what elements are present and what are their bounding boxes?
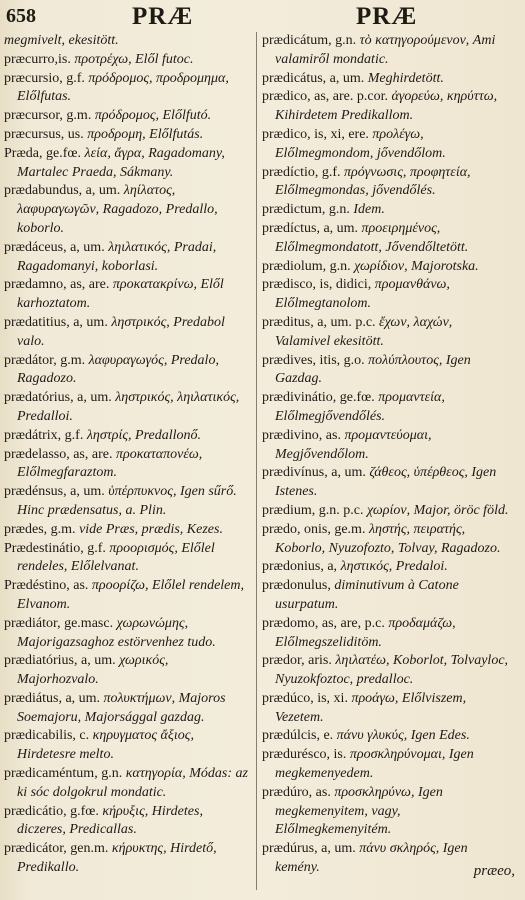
entry-definition: πρόγνωσις, προφητεία, Előlmegmondas, jővendőlés. [275, 164, 471, 199]
entry-definition: ὑπέρπυκνος, Igen sűrő. Hinc prædensatus, a. Plin. [17, 484, 237, 518]
dictionary-entry [262, 126, 509, 164]
entry-headword: prædíctus, a, um. [262, 220, 359, 236]
entry-headword: prædiátor, ge.masc. [4, 615, 114, 631]
dictionary-entry [262, 784, 509, 840]
entry-definition: προορισμός, Előlel rendeles, Előlelvanat. [17, 540, 215, 575]
entry-definition: κηρυγματος ἄξιος, Hirdetesre melto. [17, 728, 194, 763]
entry-definition: vide Præs, prædis, Kezes. [79, 521, 223, 537]
entry-definition: ληιλατέω, Koborlot, Tolvayloc, Nyuzokfoztoc, predalloc. [275, 653, 509, 688]
entry-headword: prædatórius, a, um. [4, 390, 112, 406]
running-head-left: PRÆ [132, 3, 194, 30]
entry-definition: προμαντεία, Előlmegjővendőlés. [275, 390, 445, 424]
entry-headword: prædénsus, a, um. [4, 484, 105, 500]
dictionary-entry [262, 840, 509, 878]
entry-headword: præcursus, us. [4, 126, 84, 142]
dictionary-entry [262, 521, 509, 559]
entry-headword: prædiátus, a, um. [4, 690, 101, 706]
catchword: præeo, [473, 863, 515, 879]
dictionary-entry [4, 765, 251, 803]
entry-headword: prædor, aris. [262, 653, 332, 669]
entry-definition: προκατακρίνω, Elől karhoztatom. [17, 277, 224, 312]
entry-headword: prædonulus, [262, 578, 331, 594]
dictionary-entry [262, 577, 509, 615]
entry-headword: prædo, onis, ge.m. [262, 521, 366, 537]
entry-headword: prædicaméntum, g.n. [4, 766, 123, 782]
entry-headword: Prædéstino, as. [4, 578, 89, 594]
dictionary-entry [262, 276, 509, 314]
entry-headword: prædiatórius, a, um. [4, 653, 116, 669]
dictionary-entry [262, 314, 509, 352]
entry-headword: prædúro, as. [262, 784, 331, 800]
dictionary-entry [262, 201, 509, 220]
entry-headword: prædonius, a, [262, 559, 338, 575]
entry-definition: προάγω, Előlviszem, Vezetem. [275, 690, 467, 725]
entry-headword: prædicátus, a, um. [262, 70, 365, 86]
entry-definition: Meghirdetött. [367, 70, 444, 86]
entry-headword: prædomo, as, are, p.c. [262, 615, 385, 631]
column-divider [256, 32, 257, 890]
entry-headword: prædico, is, xi, ere. [262, 126, 369, 142]
entry-definition: χωρίον, Major, öröc föld. [367, 502, 509, 518]
dictionary-entry [4, 690, 251, 728]
dictionary-entry [4, 314, 251, 352]
entry-headword: prædabundus, a, um. [4, 183, 121, 199]
entry-headword: Prædestinátio, g.f. [4, 540, 106, 556]
entry-headword: prædives, itis, g.o. [262, 352, 365, 368]
dictionary-entry [4, 540, 251, 578]
entry-headword: prædes, g.m. [4, 521, 76, 537]
entry-definition: κήρυκτης, Hirdető, Predikallo. [17, 841, 217, 876]
entry-headword: præcurro,is. [4, 51, 71, 67]
entry-definition: πολυκτήμων, Majoros Soemajoru, Majorsággal gazdag. [17, 690, 226, 725]
entry-headword: prædelasso, as, are. [4, 446, 113, 462]
entry-definition: χωρίδιον, Majorotska. [354, 258, 479, 274]
page-header [0, 3, 525, 31]
dictionary-entry [4, 182, 251, 238]
entry-headword: prædivino, as. [262, 427, 341, 443]
dictionary-entry [262, 652, 509, 690]
entry-definition: λεία, ἄγρα, Ragadomany, Martalec Praeda, Sákmany. [17, 145, 225, 180]
entry-definition: πρόδρομος, προδρομημα, Előlfutas. [17, 70, 229, 105]
dictionary-entry [4, 32, 251, 51]
dictionary-entry [4, 483, 251, 521]
entry-headword: prædáceus, a, um. [4, 239, 105, 255]
entry-definition: ληστρικός, ληιλατικός, Predalloi. [17, 390, 240, 424]
dictionary-entry [262, 88, 509, 126]
dictionary-entry [262, 558, 509, 577]
dictionary-entry [262, 389, 509, 427]
dictionary-entry [4, 840, 251, 878]
right-column [262, 32, 509, 878]
dictionary-entry [262, 164, 509, 202]
dictionary-entry [262, 352, 509, 390]
dictionary-entry [4, 70, 251, 108]
entry-definition: προορίζω, Előlel rendelem, Elvanom. [17, 578, 244, 612]
running-head-right: PRÆ [356, 3, 418, 30]
dictionary-entry [4, 51, 251, 70]
entry-headword: prædivinátio, ge.fœ. [262, 390, 375, 406]
entry-definition: τὸ κατηγορούμενον, Ami valamiről mondatic. [275, 33, 496, 67]
entry-definition: ληστής, πειρατής, Koborlo, Nyuzofozto, Tolvay, Ragadozo. [275, 521, 501, 556]
dictionary-entry [262, 464, 509, 502]
dictionary-entry [262, 746, 509, 784]
dictionary-entry [4, 652, 251, 690]
entry-definition: κήρυξις, Hirdetes, diczeres, Predicallas. [17, 803, 203, 838]
entry-definition: ληστρικός, Predabol valo. [17, 314, 225, 349]
entry-definition: προμανθάνω, Előlmegtanolom. [275, 277, 450, 312]
entry-headword: prædicátor, gen.m. [4, 841, 109, 857]
entry-definition: προειρημένος, Előlmegmondatott, Jővendőltetött. [275, 220, 469, 255]
dictionary-entry [4, 126, 251, 145]
dictionary-entry [262, 727, 509, 746]
entry-headword: prædurésco, is. [262, 747, 347, 763]
entry-definition: προκαταπονέω, Előlmegfaraztom. [17, 446, 203, 481]
entry-definition: προδαμάζω, Előlmegszeliditöm. [275, 615, 456, 650]
dictionary-entry [4, 239, 251, 277]
dictionary-entry [4, 427, 251, 446]
dictionary-entry [4, 521, 251, 540]
entry-headword: prædicabilis, c. [4, 728, 90, 744]
entry-definition: πολύπλουτος, Igen Gazdag. [275, 352, 471, 387]
entry-headword: Præda, ge.fœ. [4, 145, 81, 161]
entry-definition: ἔχων, λαχών, Valamivel ekesitött. [275, 314, 453, 349]
entry-definition: προδρομη, Előlfutás. [87, 126, 204, 142]
entry-headword: prædúco, is, xi. [262, 690, 348, 706]
entry-definition: megmivelt, ekesitött. [4, 33, 119, 48]
entry-definition: ληστρίς, Predallonő. [86, 427, 202, 443]
dictionary-entry [4, 577, 251, 615]
entry-definition: ληιλατικός, Pradai, Ragadomanyi, koborlasi. [17, 239, 217, 274]
entry-headword: prædicátum, g.n. [262, 33, 357, 48]
entry-definition: πάνυ γλυκύς, Igen Edes. [336, 728, 470, 744]
entry-headword: prædiolum, g.n. [262, 258, 351, 274]
dictionary-entry [4, 276, 251, 314]
entry-headword: prædisco, is, didici, [262, 277, 372, 293]
entry-headword: præditus, a, um. p.c. [262, 314, 376, 330]
dictionary-entry [262, 220, 509, 258]
entry-definition: χωρικός, Majorhozvalo. [17, 653, 169, 688]
entry-headword: prædátrix, g.f. [4, 427, 84, 443]
entry-headword: prædatitius, a, um. [4, 314, 108, 330]
entry-headword: prædátor, g.m. [4, 352, 86, 368]
entry-headword: prædúrus, a, um. [262, 841, 356, 857]
entry-definition: ληίλατος, λαφυραγωγῶν, Ragadozo, Predallo, koborlo. [17, 183, 218, 236]
dictionary-entry [4, 446, 251, 484]
dictionary-entry [262, 258, 509, 277]
entry-headword: prædium, g.n. p.c. [262, 502, 364, 518]
dictionary-entry [4, 107, 251, 126]
dictionary-entry [4, 352, 251, 390]
entry-definition: προσκληρύνω, Igen megkemenyitem, vagy, Előlmegkemenyitém. [275, 784, 443, 838]
dictionary-entry [4, 389, 251, 427]
entry-headword: prædictum, g.n. [262, 202, 350, 218]
entry-definition: ληστικός, Predaloi. [340, 559, 448, 575]
entry-headword: prædivínus, a, um. [262, 465, 366, 481]
entry-definition: λαφυραγωγός, Predalo, Ragadozo. [17, 352, 219, 387]
entry-definition: diminutivum à Catone usurpatum. [275, 578, 459, 612]
dictionary-entry [4, 803, 251, 841]
entry-definition: ζάθεος, ὑπέρθεος, Igen Istenes. [275, 465, 497, 500]
entry-headword: prædúlcis, e. [262, 728, 334, 744]
entry-definition: ἀγορεύω, κηρύττω, Kihirdetem Predikallom. [275, 89, 498, 124]
dictionary-entry [262, 615, 509, 653]
entry-definition: προτρέχω, Elől futoc. [74, 51, 194, 67]
entry-headword: prædamno, as, are. [4, 277, 110, 293]
entry-definition: Idem. [353, 202, 385, 218]
entry-headword: prædíctio, g.f. [262, 164, 341, 180]
entry-headword: præcursor, g.m. [4, 108, 92, 124]
page-number: 658 [6, 5, 36, 27]
entry-definition: πρόδρομος, Előlfutó. [94, 108, 212, 124]
entry-definition: χωρωνώμης, Majorigazsaghoz estörvenhez tudo. [17, 615, 216, 650]
dictionary-entry [4, 145, 251, 183]
dictionary-entry [262, 502, 509, 521]
entry-definition: κατηγορία, Módas: az ki sóc dolgokrul mondatic. [17, 766, 248, 800]
entry-definition: πάνυ σκληρός, Igen kemény. [275, 841, 468, 876]
dictionary-entry [262, 427, 509, 465]
entry-headword: prædico, as, are. p.cor. [262, 89, 388, 105]
dictionary-entry [262, 32, 509, 70]
entry-definition: προλέγω, Előlmegmondom, jővendőlom. [275, 126, 446, 161]
entry-definition: προσκληρύνομαι, Igen megkemenyedem. [275, 747, 474, 782]
left-column [4, 32, 251, 878]
entry-headword: præcursio, g.f. [4, 70, 85, 86]
entry-headword: prædicátio, g.fœ. [4, 803, 99, 819]
dictionary-entry [4, 727, 251, 765]
dictionary-entry [262, 70, 509, 89]
entry-definition: προμαντεύομαι, Megjővendőlom. [275, 427, 432, 462]
dictionary-entry [262, 690, 509, 728]
dictionary-entry [4, 615, 251, 653]
